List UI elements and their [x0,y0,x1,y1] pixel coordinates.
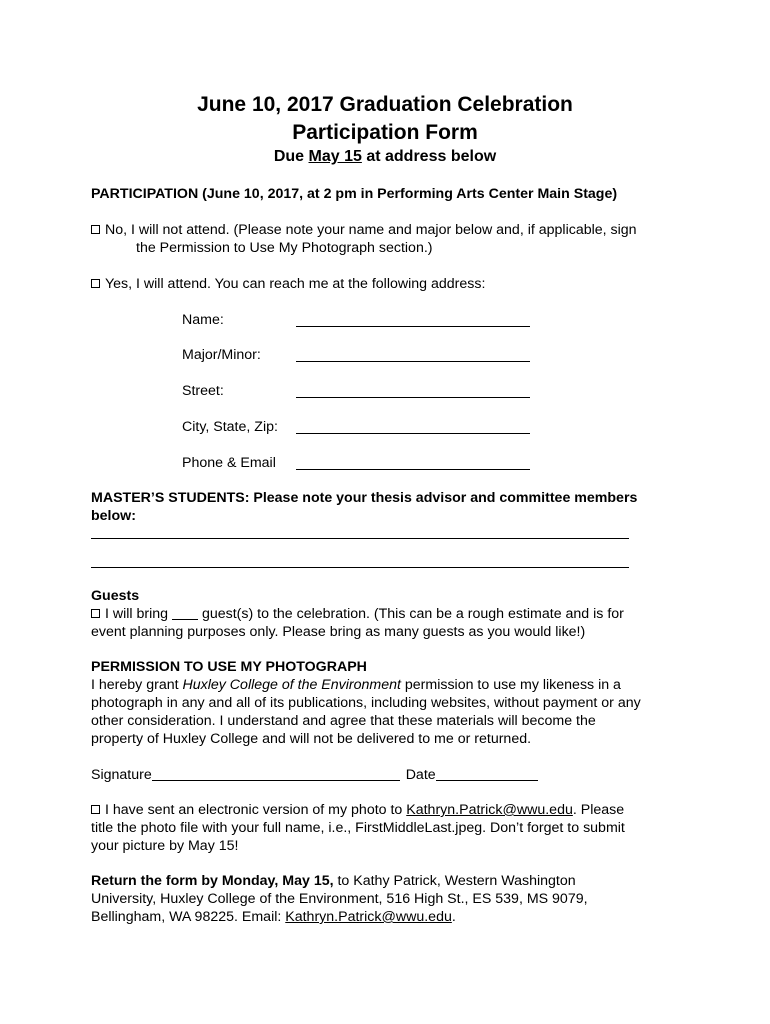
permission-line4: property of Huxley College and will not be delivered to me or returned. [91,731,532,747]
no-attend-checkbox[interactable] [91,225,100,234]
permission-line1-b: permission to use my likeness in a [400,677,621,693]
photo-line3: your picture by May 15! [91,838,239,854]
no-attend-option [91,222,637,238]
guest-count-field[interactable] [172,606,198,620]
photo-line1-b: . Please [572,802,625,818]
form-title-line2: Participation Form [292,121,478,144]
guests-line1-a: I will bring [105,606,173,622]
college-name: Huxley College of the Environment [182,677,401,693]
no-attend-line1: No, I will not attend. (Please note your name and major below and, if applicable, sign [105,222,637,238]
city-label: City, State, Zip: [182,419,278,435]
return-line3-a: Bellingham, WA 98225. Email: [91,909,286,925]
guests-heading: Guests [91,588,140,604]
masters-field-2[interactable] [91,567,629,568]
street-field[interactable] [296,397,530,398]
return-deadline: Return the form by Monday, May 15, [91,873,334,889]
masters-field-1[interactable] [91,538,629,539]
photo-line1 [91,802,624,818]
city-field[interactable] [296,433,530,434]
due-suffix: at address below [361,148,497,165]
date-label: Date [405,767,436,783]
major-label: Major/Minor: [182,347,261,363]
permission-line1-a: I hereby grant [91,677,183,693]
guests-line1-b: guest(s) to the celebration. (This can be a rough estimate and is for [198,606,624,622]
signature-field[interactable] [152,767,400,781]
guests-line1 [91,606,624,622]
guests-checkbox[interactable] [91,609,100,618]
permission-line2: photograph in any and all of its publications, including websites, without payment or any [91,695,641,711]
yes-attend-label: Yes, I will attend. You can reach me at the following address: [105,276,486,292]
major-field[interactable] [296,361,530,362]
photo-email-link[interactable]: Kathryn.Patrick@wwu.edu [406,802,573,818]
phone-field[interactable] [296,469,530,470]
yes-attend-checkbox[interactable] [91,279,100,288]
photo-line1-a: I have sent an electronic version of my photo to [105,802,407,818]
yes-attend-option [91,276,485,292]
return-email-link[interactable]: Kathryn.Patrick@wwu.edu [285,909,452,925]
permission-heading: PERMISSION TO USE MY PHOTOGRAPH [91,659,367,675]
masters-line1: MASTER’S STUDENTS: Please note your thesis advisor and committee members [91,490,638,506]
no-attend-line2: the Permission to Use My Photograph section.) [136,240,433,256]
due-notice [0,148,770,166]
signature-row [91,767,538,783]
return-line3 [91,909,456,925]
permission-line3: other consideration. I understand and agree that these materials will become the [91,713,596,729]
photo-checkbox[interactable] [91,805,100,814]
name-field[interactable] [296,326,530,327]
due-prefix: Due [273,148,309,165]
guests-line2: event planning purposes only. Please bring as many guests as you would like!) [91,624,586,640]
date-field[interactable] [436,767,538,781]
return-line2: University, Huxley College of the Environment, 516 High St., ES 539, MS 9079, [91,891,588,907]
return-line3-b: . [451,909,456,925]
return-line1-rest: to Kathy Patrick, Western Washington [333,873,576,889]
masters-line2: below: [91,508,136,524]
due-date: May 15 [308,148,362,165]
name-label: Name: [182,312,224,328]
photo-line2: title the photo file with your full name, i.e., FirstMiddleLast.jpeg. Don’t forget to submit [91,820,625,836]
form-title-line1: June 10, 2017 Graduation Celebration [197,93,573,116]
participation-heading: PARTICIPATION (June 10, 2017, at 2 pm in Performing Arts Center Main Stage) [91,186,618,202]
permission-line1 [91,677,621,693]
return-line1 [91,873,576,889]
signature-label: Signature [91,767,152,783]
phone-label: Phone & Email [182,455,276,471]
street-label: Street: [182,383,224,399]
